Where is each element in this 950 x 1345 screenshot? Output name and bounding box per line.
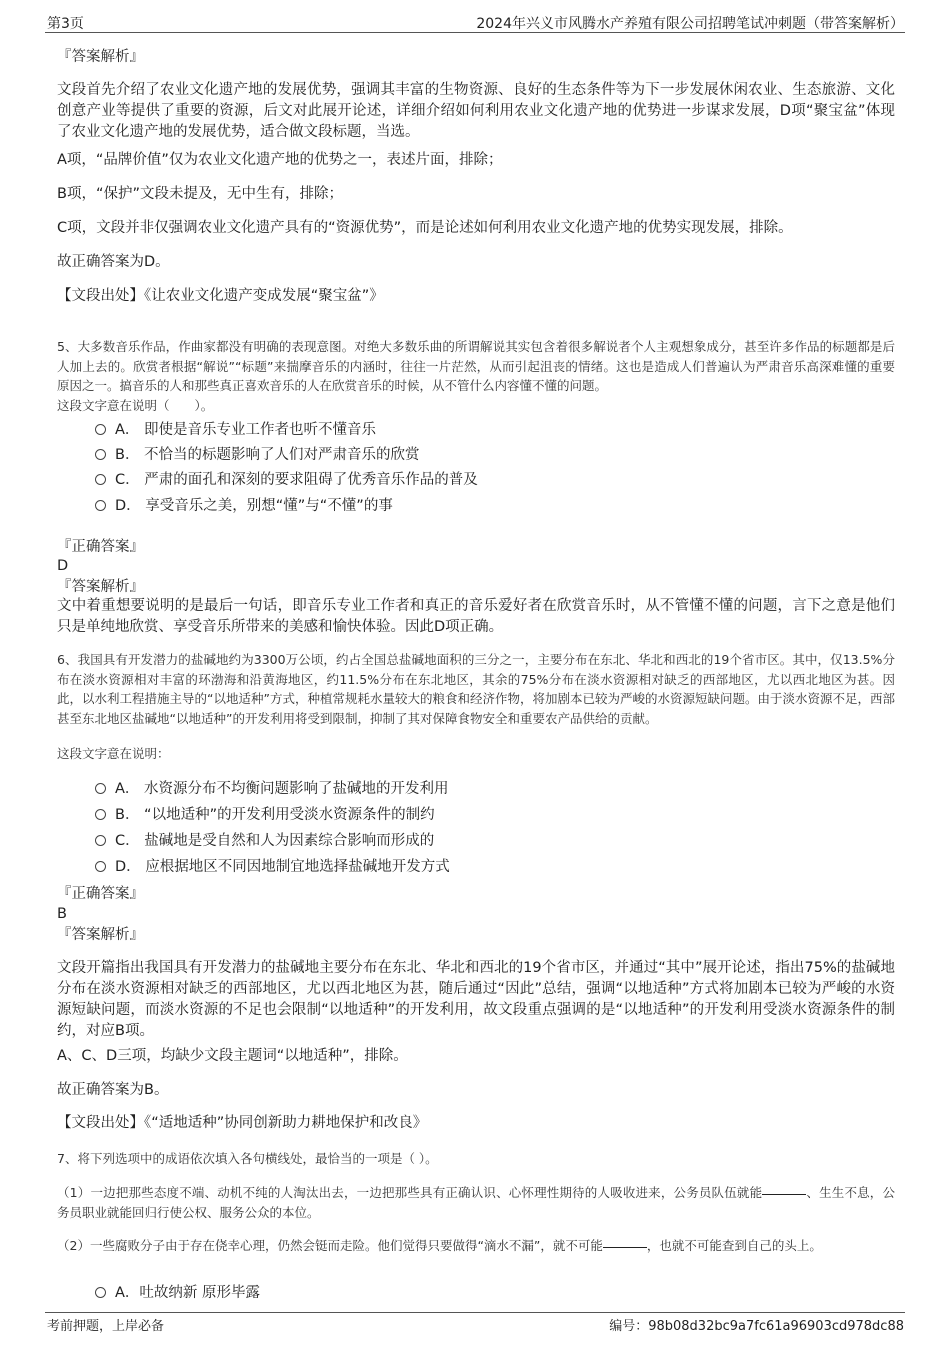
q5-option-a[interactable]: A． 即使是音乐专业工作者也听不懂音乐 (95, 420, 376, 441)
q5-explain-title: 『答案解析』 (57, 579, 144, 595)
question-7-stem: 7、将下列选项中的成语依次填入各句横线处，最恰当的一项是（ ）。 (57, 1151, 438, 1166)
q5-answer-title: 『正确答案』 (57, 539, 144, 555)
explain-title: 『答案解析』 (57, 49, 144, 65)
radio-icon[interactable] (95, 861, 106, 872)
q7-sentence-1: （1）一边把那些态度不端、动机不纯的人淘汰出去，一边把那些具有正确认识、心怀理性期待的人吸收进来，公务员队伍就能 、生生不息，公务员职业就能回归行使公权、服务公众的本位。 (57, 1185, 895, 1220)
page-number: 第3页 (47, 16, 84, 32)
q6-option-d[interactable]: D． 应根据地区不同因地制宜地选择盐碱地开发方式 (95, 857, 450, 878)
q5-option-c[interactable]: C． 严肃的面孔和深刻的要求阻碍了优秀音乐作品的普及 (95, 470, 478, 491)
radio-icon[interactable] (95, 449, 106, 460)
footer-slogan: 考前押题，上岸必备 (47, 1319, 165, 1334)
radio-icon[interactable] (95, 474, 106, 485)
q6-acd-note: A、C、D三项，均缺少文段主题词“以地适种”，排除。 (57, 1048, 408, 1064)
q6-explain-title: 『答案解析』 (57, 927, 144, 943)
conclusion: 故正确答案为D。 (57, 254, 170, 270)
q6-option-b[interactable]: B． “以地适种”的开发利用受淡水资源条件的制约 (95, 805, 435, 826)
document-id: 编号：98b08d32bc9a7fc61a96903cd978dc88 (609, 1319, 904, 1334)
header-divider (45, 32, 905, 33)
q6-explain-text: 文段开篇指出我国具有开发潜力的盐碱地主要分布在东北、华北和西北的19个省市区，并通过“其中”展开论述，指出75%的盐碱地分布在淡水资源相对缺乏的西部地区，尤以西北地区为甚，随后通过“因此”总结，强调“以地适种”方式将加剧本已较为严峻的水资源短缺问题，而淡水资源的不足也会限制“以地适种”的开发利用，故文段重点强调的是“以地适种”的开发利用受淡水资源条件的制约，对应B项。 (57, 960, 895, 1039)
option-c-note: C项，文段并非仅强调农业文化遗产具有的“资源优势”，而是论述如何利用农业文化遗产地的优势实现发展，排除。 (57, 220, 793, 236)
fill-blank (762, 1193, 806, 1195)
fill-blank (603, 1246, 647, 1248)
q6-conclusion: 故正确答案为B。 (57, 1082, 169, 1098)
question-5-stem: 5、大多数音乐作品，作曲家都没有明确的表现意图。对绝大多数乐曲的所谓解说其实包含着很多解说者个人主观想象成分，甚至许多作品的标题都是后人加上去的。欣赏者根据“解说”“标题”来揣摩音乐的内涵时，往往一片茫然，从而引起沮丧的情绪。这也是造成人们普遍认为严肃音乐高深难懂的重要原因之一。搞音乐的人和那些真正喜欢音乐的人在欣赏音乐的时候，从不管什么内容懂不懂的问题。 (57, 339, 895, 393)
q5-explain-text: 文中着重想要说明的是最后一句话，即音乐专业工作者和真正的音乐爱好者在欣赏音乐时，从不管懂不懂的问题，言下之意是他们只是单纯地欣赏、享受音乐所带来的美感和愉快体验。因此D项正确。 (57, 598, 895, 635)
q6-source: 【文段出处】《“适地适种”协同创新助力耕地保护和改良》 (57, 1115, 428, 1131)
q5-option-b[interactable]: B． 不恰当的标题影响了人们对严肃音乐的欣赏 (95, 445, 420, 466)
q5-option-d[interactable]: D． 享受音乐之美，别想“懂”与“不懂”的事 (95, 496, 393, 517)
radio-icon[interactable] (95, 500, 106, 511)
radio-icon[interactable] (95, 809, 106, 820)
explain-text: 文段首先介绍了农业文化遗产地的发展优势，强调其丰富的生物资源、良好的生态条件等为下一步发展休闲农业、生态旅游、文化创意产业等提供了重要的资源，后文对此展开论述，详细介绍如何利用农业文化遗产地的优势进一步谋求发展，D项“聚宝盆”体现了农业文化遗产地的发展优势，适合做文段标题，当选。 (57, 82, 895, 140)
question-6-prompt: 这段文字意在说明： (57, 746, 170, 761)
q6-answer-title: 『正确答案』 (57, 886, 144, 902)
q5-answer: D (57, 558, 69, 574)
radio-icon[interactable] (95, 424, 106, 435)
radio-icon[interactable] (95, 835, 106, 846)
radio-icon[interactable] (95, 783, 106, 794)
q7-option-a[interactable]: A．吐故纳新 原形毕露 (95, 1283, 260, 1304)
q6-option-c[interactable]: C． 盐碱地是受自然和人为因素综合影响而形成的 (95, 831, 434, 852)
question-5-prompt: 这段文字意在说明（ ）。 (57, 398, 214, 413)
radio-icon[interactable] (95, 1287, 106, 1298)
question-6-stem: 6、我国具有开发潜力的盐碱地约为3300万公顷，约占全国总盐碱地面积的三分之一，主要分布在东北、华北和西北的19个省市区。其中，仅13.5%分布在淡水资源相对丰富的环渤海和沿黄海地区，约11.5%分布在东北地区，其余的75%分布在淡水资源相对缺乏的西部地区，尤以西北地区为甚。因此，以水利工程措施主导的“以地适种”方式，种植常规耗水量较大的粮食和经济作物，将加剧本已较为严峻的水资源短缺问题。由于淡水资源不足，西部甚至东北地区盐碱地“以地适种”的开发利用将受到限制，抑制了其对保障食物安全和重要农产品供给的贡献。 (57, 652, 895, 726)
source-citation: 【文段出处】《让农业文化遗产变成发展“聚宝盆”》 (57, 288, 384, 304)
q6-answer: B (57, 906, 67, 922)
option-a-note: A项，“品牌价值”仅为农业文化遗产地的优势之一，表述片面，排除； (57, 152, 503, 168)
q7-sentence-2: （2）一些腐败分子由于存在侥幸心理，仍然会铤而走险。他们觉得只要做得“滴水不漏”，就不可能 ，也就不可能查到自己的头上。 (57, 1238, 822, 1253)
footer-divider (45, 1312, 905, 1313)
option-b-note: B项，“保护”文段未提及，无中生有，排除； (57, 186, 343, 202)
q6-option-a[interactable]: A． 水资源分布不均衡问题影响了盐碱地的开发利用 (95, 779, 449, 800)
document-title: 2024年兴义市风腾水产养殖有限公司招聘笔试冲刺题（带答案解析） (476, 16, 904, 32)
